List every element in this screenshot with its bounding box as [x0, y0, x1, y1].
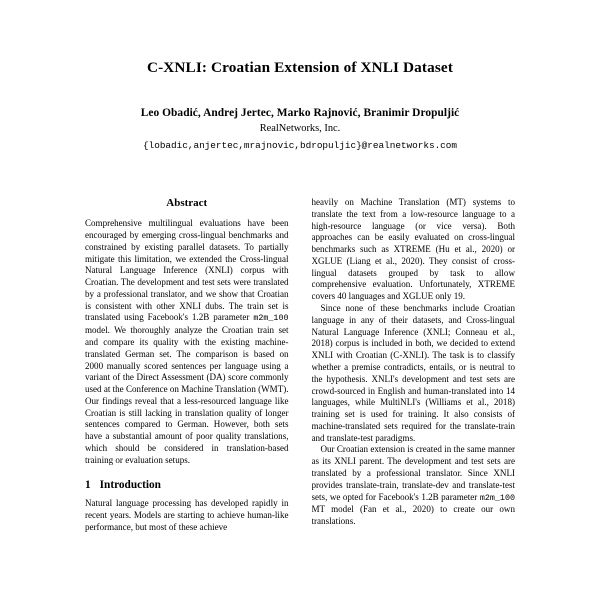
section-title: Introduction [99, 478, 161, 491]
affiliation: RealNetworks, Inc. [259, 123, 341, 135]
section-heading-introduction [85, 479, 289, 493]
abstract-paragraph [85, 218, 289, 466]
model-name-m2m100: m2m_100 [253, 313, 289, 324]
right-paragraph-3 [312, 444, 516, 527]
abstract-heading: Abstract [166, 197, 208, 209]
two-column-body [85, 197, 515, 600]
abstract-text-part2: model. We thoroughly analyze the Croatian train set and compare its quality with the existing machine-translated German set. The comparison is based on 2000 manually scored sentences per language using a variant of the Direct Assessment (DA) score commonly used at the Conference on Machine Translation (WMT). Our findings reveal that a less-resourced language like Croatian is still lacking in translation quality of longer sentences compared to German. However, both sets have a substantial amount of poor quality translations, which should be considered in translation-based training or evaluation setups. [85, 325, 289, 465]
left-column [85, 197, 289, 600]
contact-email: {lobadic,anjertec,mrajnovic,bdropuljic}@realnetworks.com [143, 139, 457, 151]
right-paragraph-2: Since none of these benchmarks include Croatian language in any of their datasets, and Cross-lingual Natural Language Inference (XNLI; Conneau et al., 2018) corpus is included in both, we decided to extend XNLI with Croatian (C-XNLI). The task is to classify whether a premise contradicts, entails, or is neutral to the hypothesis. XNLI's development and test sets are crowd-sourced in English and human-translated into 14 languages, while MultiNLI's (Williams et al., 2018) training set is used for training. It also consists of machine-translated sets required for the translate-train and translate-test paradigms. [311, 303, 515, 443]
right-paragraph-3-part2: MT model (Fan et al., 2020) to create our own translations. [311, 504, 515, 527]
page-title: C-XNLI: Croatian Extension of XNLI Dataset [146, 59, 454, 76]
right-paragraph-3-part1: Our Croatian extension is created in the same manner as its XNLI parent. The development and test sets are translated by a professional translator. Since XNLI provides translate-train, translate-dev and translate-test sets, we opted for Facebook's 1.2B parameter [311, 444, 515, 502]
abstract-text-part1: Comprehensive multilingual evaluations have been encouraged by emerging cross-lingual benchmarks and constrained by existing parallel datasets. To partially mitigate this limitation, we extended the Cross-lingual Natural Language Inference (XNLI) corpus with Croatian. The development and test sets were translated by a professional translator, and we show that Croatian is consistent with other XNLI dubs. The train set is translated using Facebook's 1.2B parameter [85, 218, 289, 323]
right-paragraph-1: heavily on Machine Translation (MT) systems to translate the text from a low-resource language to a high-resource language (or vice versa). Both approaches can be easily evaluated on cross-lingual benchmarks such as XTREME (Hu et al., 2020) or XGLUE (Liang et al., 2020). They consist of cross-lingual datasets grouped by task to allow comprehensive evaluation. Unfortunately, XTREME covers 40 languages and XGLUE only 19. [311, 197, 515, 302]
section-number: 1 [85, 478, 91, 491]
title-block [85, 0, 515, 77]
author-block [85, 106, 515, 153]
introduction-paragraph: Natural language processing has developed rapidly in recent years. Models are starting to achieve human-like performance, but most of these achieve [85, 498, 289, 532]
right-column [312, 197, 516, 600]
author-list: Leo Obadić, Andrej Jertec, Marko Rajnović, Branimir Dropuljić [140, 107, 460, 119]
model-name-m2m100-right: m2m_100 [479, 492, 515, 503]
